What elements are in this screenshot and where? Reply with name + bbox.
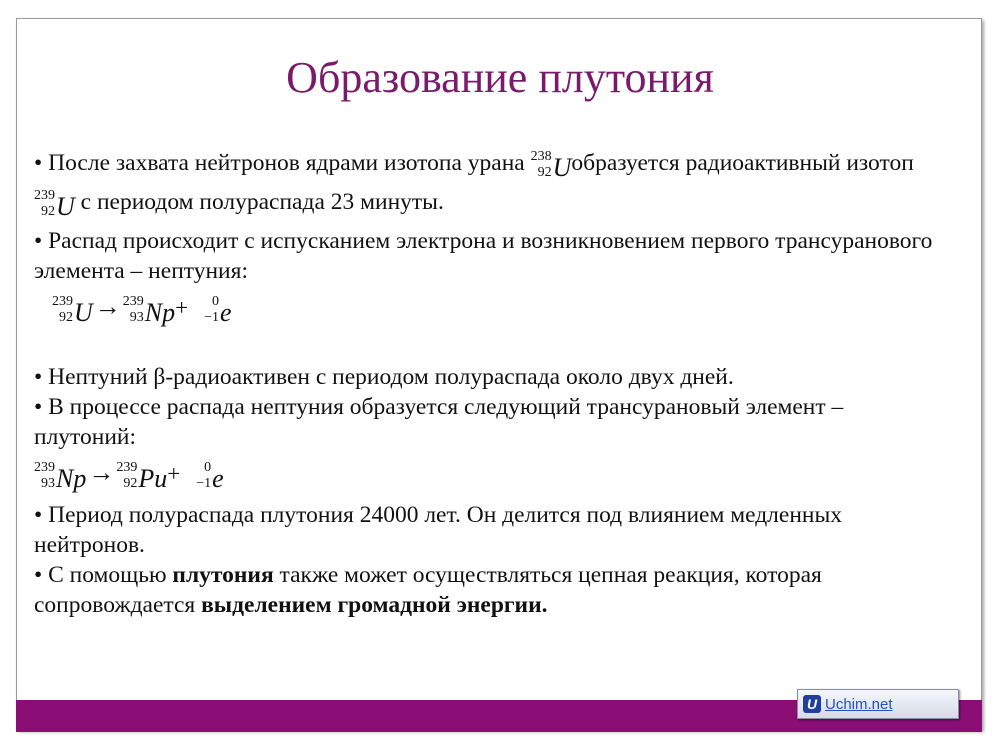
element-symbol: U	[56, 192, 75, 221]
plus-sign: +	[167, 461, 181, 486]
atomic-number: 92	[41, 204, 55, 219]
paragraph-text: образуется радиоактивный изотоп	[571, 150, 914, 176]
uchim-logo-icon: U	[803, 695, 821, 713]
equation-uranium-to-neptunium	[34, 286, 934, 334]
element-symbol: U	[552, 153, 572, 182]
equation-neptunium-to-plutonium	[34, 452, 934, 500]
mass-number: 239	[34, 188, 55, 203]
mass-number: 239	[116, 460, 138, 475]
logo-link-text[interactable]: Uchim.net	[825, 695, 893, 713]
atomic-number: 92	[59, 310, 73, 325]
spacer	[34, 334, 934, 362]
paragraph-beta-decay: • Распад происходит с испусканием электрона и возникновением первого трансуранового элемента – нептуния:	[34, 228, 933, 284]
atomic-number: 93	[41, 476, 55, 491]
isotope-np239	[122, 294, 176, 332]
reaction-arrow: →	[94, 292, 121, 321]
atomic-number: 93	[129, 310, 144, 325]
atomic-number: −1	[204, 310, 220, 325]
paragraph-text: также может осуществляться цепная реакция, которая сопровождается	[34, 562, 822, 618]
atomic-number: 92	[123, 476, 138, 491]
paragraph-plutonium-formation: • В процессе распада нептуния образуется следующий трансурановый элемент – плутоний:	[34, 394, 844, 450]
mass-number: 239	[34, 460, 55, 475]
slide-title: Образование плутония	[286, 53, 714, 102]
mass-number: 0	[212, 294, 220, 309]
atomic-number: 92	[537, 165, 552, 180]
bold-text-plutonium: плутония	[172, 562, 274, 588]
paragraph-text: • С помощью	[34, 562, 173, 588]
atomic-number: −1	[196, 476, 212, 491]
paragraph-text: с периодом полураспада 23 минуты.	[74, 189, 444, 215]
plus-sign: +	[175, 295, 189, 320]
slide-content	[34, 148, 934, 620]
paragraph-text: • После захвата нейтронов ядрами изотопа урана	[34, 150, 531, 176]
isotope-np239	[34, 460, 87, 498]
element-symbol: Np	[56, 464, 87, 493]
element-symbol: Pu	[138, 464, 168, 493]
paragraph-uranium-capture	[34, 148, 934, 226]
reaction-arrow: →	[88, 458, 115, 487]
uchim-net-logo-link[interactable]	[797, 689, 959, 719]
bold-text-energy: выделением громадной энергии.	[201, 592, 548, 618]
element-symbol: e	[220, 298, 232, 327]
isotope-u239	[52, 294, 93, 332]
electron-symbol	[204, 294, 232, 332]
element-symbol: e	[212, 464, 224, 493]
isotope-u238	[530, 149, 572, 187]
paragraph-plutonium-halflife: • Период полураспада плутония 24000 лет. Он делится под влиянием медленных нейтронов.	[34, 502, 843, 558]
isotope-pu239	[116, 460, 168, 498]
mass-number: 238	[530, 149, 552, 164]
mass-number: 239	[122, 294, 144, 309]
mass-number: 239	[52, 294, 73, 309]
mass-number: 0	[204, 460, 212, 475]
electron-symbol	[196, 460, 224, 498]
paragraph-neptunium-beta: • Нептуний β-радиоактивен с периодом полураспада около двух дней.	[34, 364, 734, 390]
element-symbol: Np	[144, 298, 176, 327]
isotope-u239	[34, 188, 75, 226]
element-symbol: U	[74, 298, 93, 327]
paragraph-chain-reaction	[34, 560, 934, 620]
